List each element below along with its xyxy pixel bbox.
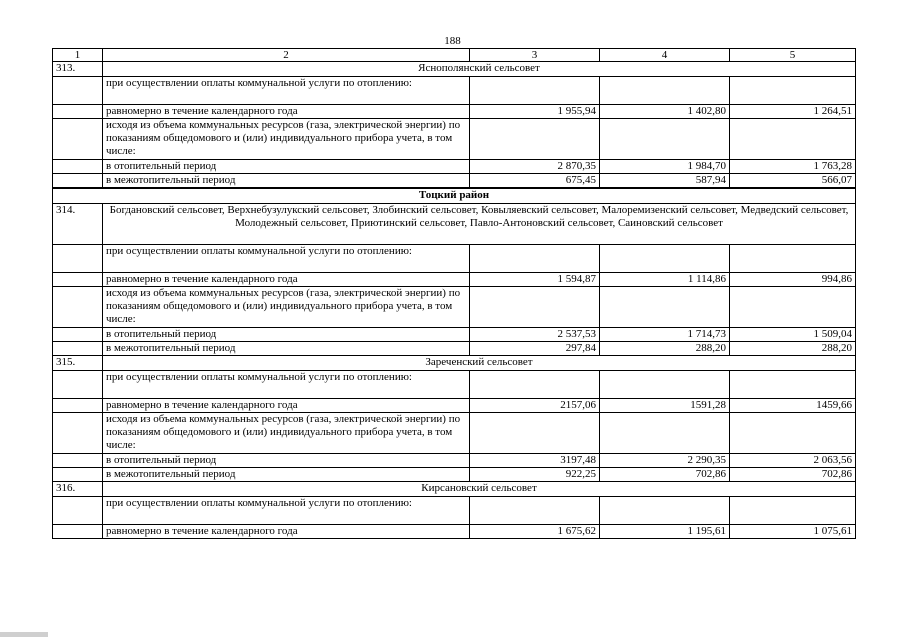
row-number-empty (53, 412, 103, 453)
row-number-empty (53, 272, 103, 286)
condition-row (53, 244, 856, 272)
tariff-table-body (53, 49, 856, 539)
value-empty (730, 286, 856, 327)
row-number-empty (53, 160, 103, 174)
tariff-value-col3: 2157,06 (470, 398, 600, 412)
row-number-empty (53, 77, 103, 105)
tariff-value-col4: 1 402,80 (600, 105, 730, 119)
value-empty (470, 77, 600, 105)
row-number-empty (53, 105, 103, 119)
condition-text: при осуществлении оплаты коммунальной услуги по отоплению: (103, 370, 470, 398)
tariff-value-col4: 702,86 (600, 467, 730, 481)
tariff-value-col5: 2 063,56 (730, 453, 856, 467)
tariff-row (53, 524, 856, 538)
value-empty (600, 370, 730, 398)
row-number: 316. (53, 481, 103, 496)
value-empty (470, 119, 600, 160)
value-empty (730, 370, 856, 398)
tariff-description: в отопительный период (103, 160, 470, 174)
value-empty (730, 412, 856, 453)
condition-text: исходя из объема коммунальных ресурсов (газа, электрической энергии) по показаниям общедомового и (или) индивидуального прибора учета, в том числе: (103, 286, 470, 327)
value-empty (730, 496, 856, 524)
tariff-value-col4: 587,94 (600, 174, 730, 189)
row-number-empty (53, 496, 103, 524)
tariff-value-col5: 1459,66 (730, 398, 856, 412)
tariff-value-col5: 288,20 (730, 341, 856, 355)
condition-text: при осуществлении оплаты коммунальной услуги по отоплению: (103, 77, 470, 105)
settlement-name: Кирсановский сельсовет (103, 481, 856, 496)
column-number: 5 (730, 49, 856, 62)
column-number: 4 (600, 49, 730, 62)
tariff-value-col4: 1 114,86 (600, 272, 730, 286)
row-number-empty (53, 174, 103, 189)
settlement-name: Яснополянский сельсовет (103, 62, 856, 77)
row-number-empty (53, 341, 103, 355)
tariff-value-col3: 922,25 (470, 467, 600, 481)
tariff-value-col4: 1 714,73 (600, 327, 730, 341)
condition-text: исходя из объема коммунальных ресурсов (газа, электрической энергии) по показаниям общедомового и (или) индивидуального прибора учета, в том числе: (103, 412, 470, 453)
tariff-value-col5: 994,86 (730, 272, 856, 286)
settlement-header-row (53, 481, 856, 496)
column-number: 1 (53, 49, 103, 62)
tariff-row (53, 174, 856, 189)
tariff-value-col4: 2 290,35 (600, 453, 730, 467)
tariff-value-col3: 1 594,87 (470, 272, 600, 286)
condition-row (53, 77, 856, 105)
condition-text: при осуществлении оплаты коммунальной услуги по отоплению: (103, 496, 470, 524)
page-number: 188 (444, 35, 461, 47)
tariff-value-col4: 288,20 (600, 341, 730, 355)
tariff-value-col4: 1 195,61 (600, 524, 730, 538)
tariff-row (53, 272, 856, 286)
row-number-empty (53, 119, 103, 160)
condition-text: при осуществлении оплаты коммунальной услуги по отоплению: (103, 244, 470, 272)
settlement-header-row (53, 62, 856, 77)
tariff-description: в межотопительный период (103, 341, 470, 355)
tariff-value-col3: 1 955,94 (470, 105, 600, 119)
value-empty (730, 119, 856, 160)
tariff-value-col5: 702,86 (730, 467, 856, 481)
row-number: 313. (53, 62, 103, 77)
tariff-value-col3: 2 537,53 (470, 327, 600, 341)
value-empty (470, 412, 600, 453)
tariff-value-col5: 1 763,28 (730, 160, 856, 174)
row-number-empty (53, 467, 103, 481)
tariff-value-col3: 3197,48 (470, 453, 600, 467)
row-number: 315. (53, 355, 103, 370)
tariff-description: в межотопительный период (103, 174, 470, 189)
value-empty (600, 244, 730, 272)
tariff-row (53, 453, 856, 467)
settlement-name: Зареченский сельсовет (103, 355, 856, 370)
row-number-empty (53, 286, 103, 327)
row-number-empty (53, 524, 103, 538)
tariff-value-col3: 1 675,62 (470, 524, 600, 538)
tariff-value-col5: 1 509,04 (730, 327, 856, 341)
value-empty (600, 286, 730, 327)
tariff-value-col4: 1 984,70 (600, 160, 730, 174)
row-number-empty (53, 453, 103, 467)
tariff-row (53, 327, 856, 341)
value-empty (470, 244, 600, 272)
row-number-empty (53, 370, 103, 398)
value-empty (470, 370, 600, 398)
row-number: 314. (53, 203, 103, 244)
district-row (53, 188, 856, 203)
tariff-row (53, 398, 856, 412)
tariff-description: равномерно в течение календарного года (103, 272, 470, 286)
row-number-empty (53, 327, 103, 341)
tariff-value-col3: 2 870,35 (470, 160, 600, 174)
value-empty (470, 496, 600, 524)
condition-row (53, 286, 856, 327)
condition-row (53, 370, 856, 398)
tariff-description: равномерно в течение календарного года (103, 524, 470, 538)
scan-edge-mark (0, 632, 48, 637)
condition-text: исходя из объема коммунальных ресурсов (газа, электрической энергии) по показаниям общедомового и (или) индивидуального прибора учета, в том числе: (103, 119, 470, 160)
district-name: Тоцкий район (53, 188, 856, 203)
tariff-description: равномерно в течение календарного года (103, 105, 470, 119)
value-empty (730, 244, 856, 272)
column-number: 3 (470, 49, 600, 62)
tariff-value-col5: 1 264,51 (730, 105, 856, 119)
tariff-value-col4: 1591,28 (600, 398, 730, 412)
value-empty (730, 77, 856, 105)
settlement-name: Богдановский сельсовет, Верхнебузулукский сельсовет, Злобинский сельсовет, Ковыляевский сельсовет, Малоремизенский сельсовет, Медведский сельсовет, Молодежный сельсовет, Приютинский сельсовет, Павло-Антоновский сельсовет, Саиновский сельсовет (103, 203, 856, 244)
tariff-description: в межотопительный период (103, 467, 470, 481)
row-number-empty (53, 244, 103, 272)
value-empty (600, 119, 730, 160)
condition-row (53, 496, 856, 524)
tariff-description: в отопительный период (103, 327, 470, 341)
tariff-description: равномерно в течение календарного года (103, 398, 470, 412)
tariff-value-col3: 297,84 (470, 341, 600, 355)
value-empty (600, 77, 730, 105)
tariff-row (53, 341, 856, 355)
value-empty (470, 286, 600, 327)
column-number-row (53, 49, 856, 62)
tariff-description: в отопительный период (103, 453, 470, 467)
tariff-value-col5: 1 075,61 (730, 524, 856, 538)
condition-row (53, 119, 856, 160)
tariff-row (53, 160, 856, 174)
column-number: 2 (103, 49, 470, 62)
tariff-table (52, 48, 856, 539)
settlement-header-row (53, 203, 856, 244)
row-number-empty (53, 398, 103, 412)
settlement-header-row (53, 355, 856, 370)
tariff-row (53, 467, 856, 481)
tariff-value-col3: 675,45 (470, 174, 600, 189)
tariff-value-col5: 566,07 (730, 174, 856, 189)
tariff-row (53, 105, 856, 119)
value-empty (600, 496, 730, 524)
value-empty (600, 412, 730, 453)
condition-row (53, 412, 856, 453)
